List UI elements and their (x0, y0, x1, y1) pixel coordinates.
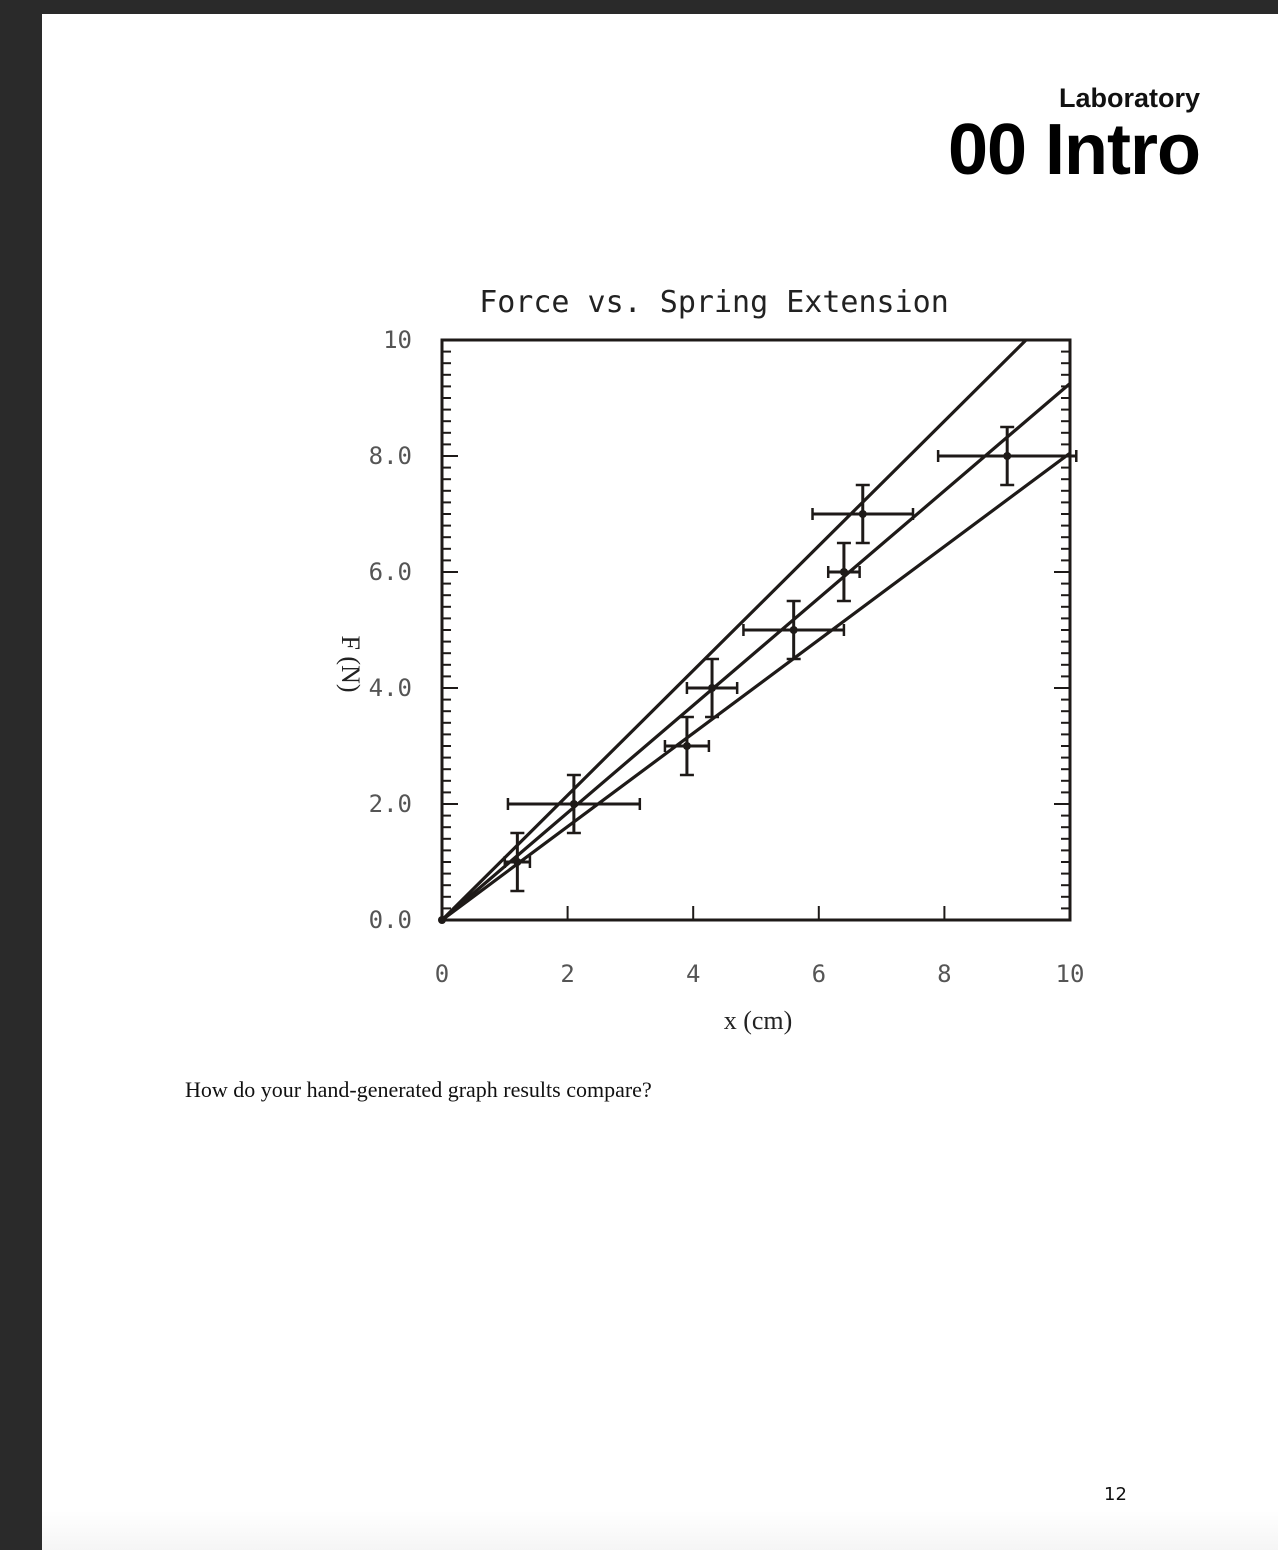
fit-line-min-slope (442, 453, 1070, 920)
x-tick-label: 2 (560, 960, 575, 988)
y-tick-label: 2.0 (368, 790, 412, 818)
force-extension-chart (272, 264, 1085, 1044)
y-tick-label: 6.0 (368, 558, 412, 586)
data-point (683, 742, 691, 750)
y-tick-label: 10 (383, 326, 412, 354)
y-axis-label: F (N) (336, 635, 365, 693)
y-tick-label: 8.0 (368, 442, 412, 470)
chart-title: Force vs. Spring Extension (479, 285, 949, 320)
question-text: How do your hand-generated graph results compare? (185, 1077, 652, 1102)
header-title: 00 Intro (947, 110, 1200, 190)
data-point (1003, 452, 1011, 460)
data-point (859, 510, 867, 518)
x-tick-label: 0 (434, 960, 450, 988)
data-point (840, 568, 848, 576)
data-point (570, 800, 578, 808)
x-tick-label: 10 (1055, 960, 1085, 988)
lab-header (947, 82, 1200, 190)
fit-line-max-slope (442, 340, 1026, 920)
fit-line-best-fit (442, 384, 1070, 921)
x-tick-label: 4 (685, 960, 701, 988)
x-axis-label: x (cm) (723, 1006, 793, 1035)
data-point (708, 684, 716, 692)
header-label: Laboratory (1058, 83, 1200, 113)
x-tick-label: 8 (937, 960, 952, 988)
data-point (790, 626, 798, 634)
document-page (42, 14, 1278, 1550)
y-tick-label: 4.0 (368, 674, 412, 702)
origin-point (438, 916, 446, 924)
y-tick-label: 0.0 (368, 906, 412, 934)
page-number: 12 (1104, 1484, 1127, 1505)
x-tick-label: 6 (811, 960, 827, 988)
chart-svg (272, 264, 1085, 1044)
data-point (513, 858, 521, 866)
